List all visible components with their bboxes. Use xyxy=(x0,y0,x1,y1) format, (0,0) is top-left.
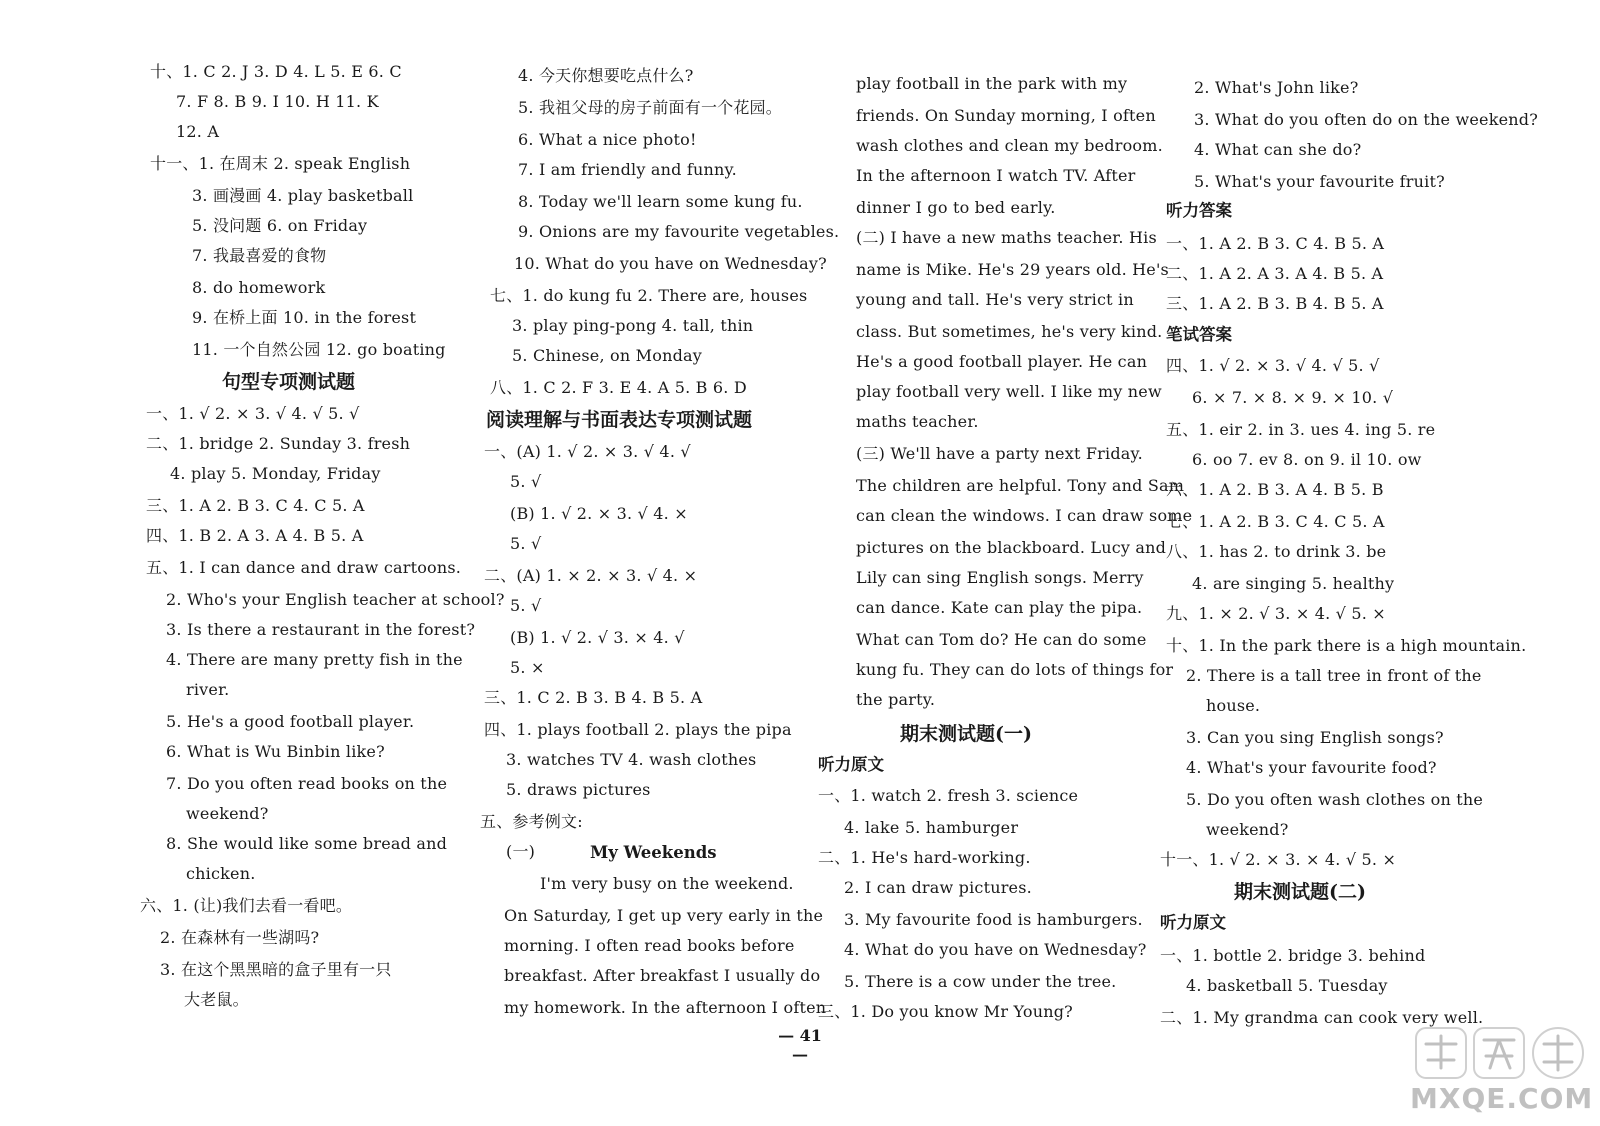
answer-line: 2. There is a tall tree in front of the xyxy=(1186,666,1482,685)
answer-line: 三、1. Do you know Mr Young? xyxy=(818,1002,1073,1021)
answer-line: 七、1. A 2. B 3. C 4. C 5. A xyxy=(1166,512,1385,531)
answer-line: 4. basketball 5. Tuesday xyxy=(1186,976,1388,995)
answer-line: On Saturday, I get up very early in the xyxy=(504,906,824,925)
answer-line: 7. Do you often read books on the xyxy=(166,774,448,793)
answer-line: 4. are singing 5. healthy xyxy=(1192,574,1395,593)
subsection-heading: 听力答案 xyxy=(1166,201,1232,220)
subsection-heading: 笔试答案 xyxy=(1166,325,1232,344)
answer-line: morning. I often read books before xyxy=(504,936,795,955)
answer-line: breakfast. After breakfast I usually do xyxy=(504,966,821,985)
answer-line: 五、参考例文: xyxy=(480,812,583,831)
answer-line: 5. He's a good football player. xyxy=(166,712,415,731)
answer-line: play football very well. I like my new xyxy=(856,382,1162,401)
answer-line: name is Mike. He's 29 years old. He's xyxy=(856,260,1169,279)
answer-line: 5. √ xyxy=(510,472,542,491)
answer-line: 5. √ xyxy=(510,534,542,553)
answer-line: 8. Today we'll learn some kung fu. xyxy=(518,192,803,211)
answer-line: 十一、1. 在周末 2. speak English xyxy=(150,154,411,173)
answer-line: 4. There are many pretty fish in the xyxy=(166,650,463,669)
answer-line: 9. 在桥上面 10. in the forest xyxy=(192,308,417,327)
answer-line: pictures on the blackboard. Lucy and xyxy=(856,538,1167,557)
answer-line: 一、1. A 2. B 3. C 4. B 5. A xyxy=(1166,234,1385,253)
answer-line: kung fu. They can do lots of things for xyxy=(856,660,1174,679)
answer-line: 4. play 5. Monday, Friday xyxy=(170,464,381,483)
answer-line: 6. What is Wu Binbin like? xyxy=(166,742,385,761)
answer-line: 12. A xyxy=(176,122,220,141)
section-heading: 句型专项测试题 xyxy=(222,371,356,393)
answer-line: I'm very busy on the weekend. xyxy=(540,874,794,893)
answer-line: river. xyxy=(186,680,230,699)
answer-line: 3. play ping-pong 4. tall, thin xyxy=(512,316,754,335)
answer-line: 九、1. × 2. √ 3. × 4. √ 5. × xyxy=(1166,604,1386,623)
answer-line: 4. What can she do? xyxy=(1194,140,1362,159)
answer-line: can dance. Kate can play the pipa. xyxy=(856,598,1143,617)
answer-line: 3. My favourite food is hamburgers. xyxy=(844,910,1143,929)
answer-line: 八、1. C 2. F 3. E 4. A 5. B 6. D xyxy=(490,378,747,397)
answer-line: 一、1. √ 2. × 3. √ 4. √ 5. √ xyxy=(146,404,360,423)
answer-line: 四、1. √ 2. × 3. √ 4. √ 5. √ xyxy=(1166,356,1380,375)
answer-line: 一、(A) 1. √ 2. × 3. √ 4. √ xyxy=(484,442,691,461)
answer-line: 4. What do you have on Wednesday? xyxy=(844,940,1147,959)
answer-line: 3. 在这个黑黑暗的盒子里有一只 xyxy=(160,960,392,979)
answer-line: play football in the park with my xyxy=(856,74,1128,93)
answer-line: 二、1. My grandma can cook very well. xyxy=(1160,1008,1484,1027)
answer-line: 8. She would like some bread and xyxy=(166,834,448,853)
answer-line: 4. lake 5. hamburger xyxy=(844,818,1019,837)
answer-line: 三、1. C 2. B 3. B 4. B 5. A xyxy=(484,688,703,707)
answer-line: 5. × xyxy=(510,658,545,677)
answer-line: 2. What's John like? xyxy=(1194,78,1359,97)
answer-line: What can Tom do? He can do some xyxy=(856,630,1147,649)
answer-line: 三、1. A 2. B 3. B 4. B 5. A xyxy=(1166,294,1384,313)
answer-line: 四、1. B 2. A 3. A 4. B 5. A xyxy=(146,526,364,545)
answer-line: 5. What's your favourite fruit? xyxy=(1194,172,1445,191)
answer-line: friends. On Sunday morning, I often xyxy=(856,106,1156,125)
watermark-logo xyxy=(1410,1022,1590,1084)
answer-line: 5. Do you often wash clothes on the xyxy=(1186,790,1484,809)
answer-line: 5. 我祖父母的房子前面有一个花园。 xyxy=(518,98,782,117)
answer-line: 十、1. C 2. J 3. D 4. L 5. E 6. C xyxy=(150,62,402,81)
answer-line: 9. Onions are my favourite vegetables. xyxy=(518,222,840,241)
essay-title: My Weekends xyxy=(590,843,717,862)
answer-line: 6. What a nice photo! xyxy=(518,130,697,149)
answer-line: house. xyxy=(1206,696,1261,715)
subsection-heading: 听力原文 xyxy=(1160,913,1226,932)
watermark-text: MXQE.COM xyxy=(1410,1082,1594,1115)
answer-line: 七、1. do kung fu 2. There are, houses xyxy=(490,286,808,305)
answer-line: 六、1. A 2. B 3. A 4. B 5. B xyxy=(1166,480,1384,499)
answer-line: 5. draws pictures xyxy=(506,780,651,799)
answer-line: 5. √ xyxy=(510,596,542,615)
answer-line: 2. Who's your English teacher at school? xyxy=(166,590,505,609)
answer-line: wash clothes and clean my bedroom. xyxy=(856,136,1163,155)
answer-line: 8. do homework xyxy=(192,278,326,297)
answer-line: young and tall. He's very strict in xyxy=(856,290,1134,309)
answer-line: 二、1. bridge 2. Sunday 3. fresh xyxy=(146,434,411,453)
answer-line: 八、1. has 2. to drink 3. be xyxy=(1166,542,1387,561)
answer-line: 一、1. bottle 2. bridge 3. behind xyxy=(1160,946,1426,965)
answer-line: Lily can sing English songs. Merry xyxy=(856,568,1144,587)
answer-line: 6. × 7. × 8. × 9. × 10. √ xyxy=(1192,388,1394,407)
answer-line: 3. watches TV 4. wash clothes xyxy=(506,750,757,769)
answer-line: 10. What do you have on Wednesday? xyxy=(514,254,827,273)
answer-line: 5. There is a cow under the tree. xyxy=(844,972,1117,991)
answer-line: (B) 1. √ 2. × 3. √ 4. × xyxy=(510,504,688,523)
answer-line: 十、1. In the park there is a high mountain. xyxy=(1166,636,1527,655)
answer-line: 五、1. eir 2. in 3. ues 4. ing 5. re xyxy=(1166,420,1436,439)
answer-line: (B) 1. √ 2. √ 3. × 4. √ xyxy=(510,628,685,647)
section-heading: 期末测试题(二) xyxy=(1234,881,1366,903)
answer-line: can clean the windows. I can draw some xyxy=(856,506,1193,525)
answer-line: 二、1. A 2. A 3. A 4. B 5. A xyxy=(1166,264,1384,283)
answer-line: 三、1. A 2. B 3. C 4. C 5. A xyxy=(146,496,365,515)
answer-line: weekend? xyxy=(1206,820,1289,839)
answer-line: 六、1. (让)我们去看一看吧。 xyxy=(140,896,353,915)
answer-line: the party. xyxy=(856,690,936,709)
answer-line: 五、1. I can dance and draw cartoons. xyxy=(146,558,462,577)
answer-line: 2. I can draw pictures. xyxy=(844,878,1032,897)
answer-line: 3. What do you often do on the weekend? xyxy=(1194,110,1539,129)
answer-line: 7. I am friendly and funny. xyxy=(518,160,737,179)
answer-line: 2. 在森林有一些湖吗? xyxy=(160,928,320,947)
answer-line: 十一、1. √ 2. × 3. × 4. √ 5. × xyxy=(1160,850,1397,869)
answer-line: 一、1. watch 2. fresh 3. science xyxy=(818,786,1079,805)
answer-line: 5. 没问题 6. on Friday xyxy=(192,216,368,235)
page-number: — 41 — xyxy=(778,1026,822,1064)
answer-line: (二) I have a new maths teacher. His xyxy=(856,228,1157,247)
answer-line: 6. oo 7. ev 8. on 9. il 10. ow xyxy=(1192,450,1422,469)
answer-line: (一) xyxy=(506,842,536,861)
answer-line: The children are helpful. Tony and Sam xyxy=(856,476,1185,495)
answer-line: 大老鼠。 xyxy=(184,990,249,1009)
answer-line: dinner I go to bed early. xyxy=(856,198,1056,217)
answer-line: 5. Chinese, on Monday xyxy=(512,346,703,365)
answer-line: 二、1. He's hard-working. xyxy=(818,848,1031,867)
answer-line: chicken. xyxy=(186,864,256,883)
watermark xyxy=(1410,1022,1594,1122)
answer-line: 4. What's your favourite food? xyxy=(1186,758,1437,777)
answer-line: 4. 今天你想要吃点什么? xyxy=(518,66,694,85)
answer-line: In the afternoon I watch TV. After xyxy=(856,166,1136,185)
answer-line: 3. 画漫画 4. play basketball xyxy=(192,186,414,205)
answer-line: 3. Is there a restaurant in the forest? xyxy=(166,620,476,639)
answer-line: (三) We'll have a party next Friday. xyxy=(856,444,1143,463)
answer-line: 7. 我最喜爱的食物 xyxy=(192,246,327,265)
answer-line: 四、1. plays football 2. plays the pipa xyxy=(484,720,792,739)
subsection-heading: 听力原文 xyxy=(818,755,884,774)
section-heading: 阅读理解与书面表达专项测试题 xyxy=(486,409,753,431)
answer-line: my homework. In the afternoon I often xyxy=(504,998,827,1017)
answer-line: 7. F 8. B 9. I 10. H 11. K xyxy=(176,92,379,111)
answer-line: weekend? xyxy=(186,804,269,823)
section-heading: 期末测试题(一) xyxy=(900,723,1032,745)
answer-line: 3. Can you sing English songs? xyxy=(1186,728,1444,747)
answer-line: 11. 一个自然公园 12. go boating xyxy=(192,340,446,359)
answer-line: 二、(A) 1. × 2. × 3. √ 4. × xyxy=(484,566,698,585)
answer-line: He's a good football player. He can xyxy=(856,352,1148,371)
answer-line: maths teacher. xyxy=(856,412,979,431)
answer-line: class. But sometimes, he's very kind. xyxy=(856,322,1163,341)
